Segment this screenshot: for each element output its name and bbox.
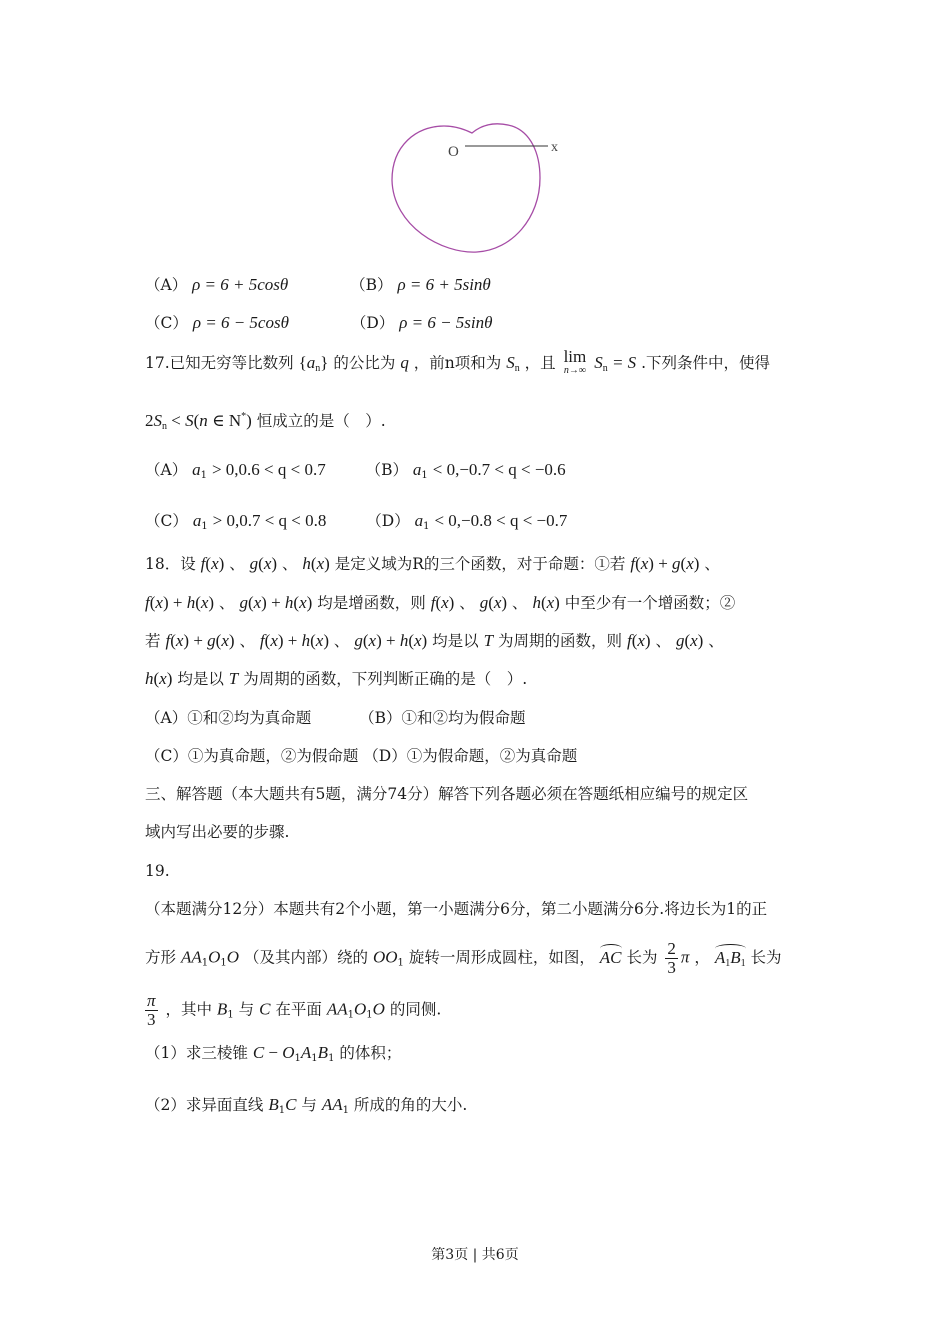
q18-text: 若: [145, 632, 161, 650]
limit-symbol: lim n→∞: [563, 347, 587, 376]
q19-text: （2）求异面直线: [145, 1096, 264, 1114]
q19-line3: $\frac{\pi}{3}$ ，其中 $B_1$ 与 C 在平面 $AA_1O_1O$ 的同侧.: [147, 991, 442, 1029]
q18-text: 为周期的函数，下列判断正确的是（ ）.: [243, 670, 528, 688]
option-b-formula: ρ = 6 + 5sinθ: [397, 275, 491, 294]
section-3-heading: 三、解答题（本大题共有5题，满分74分）解答下列各题必须在答题纸相应编号的规定区: [145, 785, 749, 803]
q19-text: 长为: [750, 948, 782, 967]
q16-options-row1: [145, 274, 491, 296]
option-d-formula: ρ = 6 − 5sinθ: [399, 313, 493, 332]
ratio-q: q: [400, 353, 409, 372]
x-axis-label: x: [551, 140, 558, 155]
q17-stem-line2: [145, 406, 386, 438]
q19-text: 在平面: [275, 1000, 322, 1019]
q19-text: 长为: [626, 948, 658, 967]
option-b: （B）①和②均为假命题: [359, 709, 526, 727]
q17-text: ，前n项和为: [413, 354, 502, 372]
q19-text: 所成的角的大小.: [353, 1096, 468, 1114]
q19-text: 方形: [145, 948, 177, 967]
q19-text: 旋转一周形成圆柱，如图，: [408, 948, 595, 967]
fraction-pi-thirds: $\frac{\pi}{3}$: [147, 991, 156, 1029]
option-c-label: （C）: [145, 512, 188, 530]
q18-text: 中至少有一个增函数；②: [564, 594, 736, 612]
option-c-formula: ρ = 6 − 5cosθ: [192, 313, 289, 332]
sequence-an: $\{a_n\}$: [298, 353, 329, 374]
option-b-formula: < 0,−0.7 < q < −0.6: [432, 460, 566, 479]
option-a-label: （A）: [145, 276, 188, 294]
option-b-label: （B）: [365, 461, 408, 479]
option-d-label: （D）: [350, 314, 395, 332]
q18-text: 均是增函数，则: [317, 594, 426, 612]
sum-sn: $S_n$: [506, 353, 520, 374]
q19-text: 与: [238, 1000, 255, 1019]
q17-text: ，且: [524, 354, 556, 372]
origin-label: O: [448, 144, 459, 160]
q17-text: 17.已知无穷等比数列: [145, 354, 294, 372]
q18-text: 18．设: [145, 555, 196, 573]
q19-text: ，: [694, 948, 710, 967]
q19-subquestion-2: （2）求异面直线 $B_1C$ 与 $AA_1$ 所成的角的大小.: [145, 1095, 468, 1116]
option-a-label: （A）: [145, 461, 188, 479]
q19-text: 与: [301, 1096, 317, 1114]
fraction-two-thirds: $\frac{2}{3}$: [667, 939, 676, 977]
q17-text: .下列条件中，使得: [641, 354, 771, 372]
section-3-heading-cont: 域内写出必要的步骤.: [145, 823, 290, 841]
option-a-formula: ρ = 6 + 5cosθ: [192, 275, 289, 294]
q18-text: 均是以: [177, 670, 224, 688]
option-d-formula: < 0,−0.8 < q < −0.7: [434, 511, 568, 530]
inequality-formula: $2S_n < S(n$ ∈ N*): [145, 411, 252, 432]
polar-curve-figure: [380, 118, 580, 258]
option-c-formula: > 0,0.7 < q < 0.8: [212, 511, 327, 530]
q17-options-row2: （C） $a_1 > 0,0.7 < q < 0.8$ （D） $a_1 < 0,-0.8 < q < -0.7$: [145, 511, 568, 532]
polar-curve: [392, 124, 540, 252]
q17-stem-line1: [145, 347, 771, 380]
option-d-label: （D）: [366, 512, 410, 530]
q18-line1: 18．设 f(x) 、 g(x) 、 h(x) 是定义域为R的三个函数，对于命题：①若 f(x) + g(x) 、: [145, 554, 720, 573]
q19-text: 的同侧.: [389, 1000, 442, 1019]
option-c-d: （C）①为真命题，②为假命题 （D）①为假命题，②为真命题: [145, 747, 578, 765]
arc-a1b1: $A_1B_1$: [715, 947, 746, 975]
q18-options-row2: [145, 745, 577, 767]
q18-text: 是定义域为R的三个函数，对于命题：①若: [334, 555, 626, 573]
q17-text: 的公比为: [333, 354, 396, 372]
option-c-label: （C）: [145, 314, 188, 332]
q19-text: （1）求三棱锥: [145, 1044, 248, 1062]
option-a: （A）①和②均为真命题: [145, 709, 312, 727]
q17-text: 恒成立的是（ ）.: [256, 412, 386, 430]
q18-text: 为周期的函数，则: [498, 632, 623, 650]
limit-expression: $S_n = S$: [594, 353, 637, 374]
q19-line2: 方形 $AA_1O_1O$ （及其内部）绕的 $OO_1$ 旋转一周形成圆柱，如图， AC 长为 $\frac{2}{3}$ π ， $A_1B_1$ 长为: [145, 939, 782, 977]
q18-text: 均是以: [432, 632, 479, 650]
q19-number: 19.: [145, 862, 170, 880]
q17-options-row1: （A） $a_1 > 0,0.6 < q < 0.7$ （B） $a_1 < 0,-0.7 < q < -0.6$: [145, 460, 566, 481]
q19-text: （及其内部）绕的: [243, 948, 368, 967]
q19-line1: （本题满分12分）本题共有2个小题，第一小题满分6分，第二小题满分6分.将边长为1的正: [145, 900, 768, 918]
option-a-formula: > 0,0.6 < q < 0.7: [211, 460, 326, 479]
arc-ac: AC: [599, 947, 622, 967]
q19-text: ，其中: [165, 1000, 212, 1019]
q18-options-row1: [145, 707, 525, 729]
q18-line4: h(x) 均是以 T 为周期的函数，下列判断正确的是（ ）.: [145, 669, 528, 688]
q18-line2: f(x) + h(x) 、 g(x) + h(x) 均是增函数，则 f(x) 、 g(x) 、 h(x) 中至少有一个增函数；②: [145, 593, 736, 612]
q16-options-row2: [145, 312, 492, 334]
option-b-label: （B）: [350, 276, 393, 294]
page-footer: 第3页 | 共6页: [431, 1247, 519, 1263]
q18-line3: 若 f(x) + g(x) 、 f(x) + h(x) 、 g(x) + h(x) 均是以 T 为周期的函数，则 f(x) 、 g(x) 、: [145, 631, 724, 650]
q19-text: 的体积；: [339, 1044, 402, 1062]
q19-subquestion-1: （1）求三棱锥 $C - O_1A_1B_1$ 的体积；: [145, 1043, 402, 1064]
